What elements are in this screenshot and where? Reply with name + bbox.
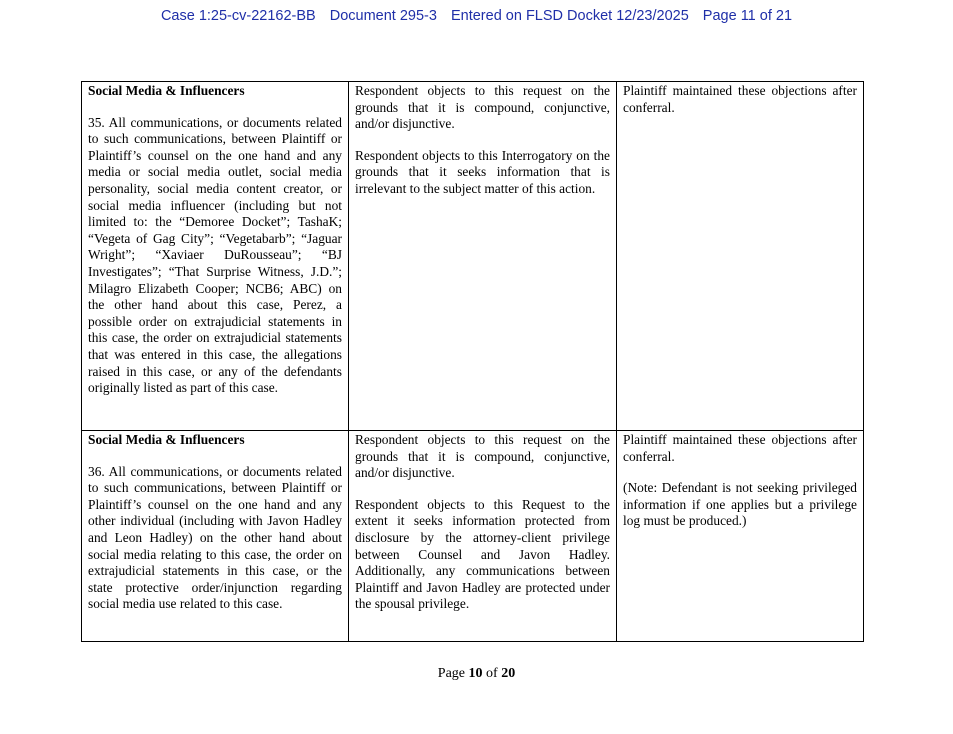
docket-entry: Entered on FLSD Docket 12/23/2025 [450,8,689,24]
response-paragraph: Respondent objects to this Interrogatory on the grounds that it seeks information that is irrelevant to the subject matter of this action. [355,147,610,196]
request-text: 35. All communications, or documents related to such communications, between Plaintiff or Plaintiff’s counsel on the one hand and any media or social media outlet, social media personality, social media content creator, or social media influencer (including but not limited to: the “Demoree Docket”; TashaK; “Vegeta of Gag City”; “Vegetabarb”; “Jaguar Wright”; “Xaviaer DuRousseau”; “BJ Investigates”; “That Surprise Witness, J.D.”; Milagro Elizabeth Cooper; NCB6; ABC) on the other hand about this case, Perez, a possible order on extrajudicial statements in this case, the order on extrajudicial statements that was entered in this case, the allegations raised in this case, or any of the defendants originally listed as part of this case. [88,114,342,396]
response-paragraph: Respondent objects to this Request to the extent it seeks information protected from disclosure by the attorney-client privilege between Counsel and Javon Hadley. Additionally, any communications between Plaintiff and Javon Hadley are protected under the spousal privilege. [355,496,610,612]
status-cell [617,82,864,431]
status-text: Plaintiff maintained these objections after conferral. [623,432,857,464]
table-row [82,82,864,431]
status-cell [617,431,864,642]
document-number: Document 295-3 [329,8,437,24]
request-cell [82,82,349,431]
request-cell [82,431,349,642]
docket-page-number: Page 11 of 21 [702,8,793,24]
response-paragraph: Respondent objects to this request on the grounds that it is compound, conjunctive, and/or disjunctive. [355,432,610,481]
table-row [82,431,864,642]
status-text: Plaintiff maintained these objections after conferral. [623,83,857,115]
response-paragraph: Respondent objects to this request on the grounds that it is compound, conjunctive, and/or disjunctive. [355,83,610,132]
footer-of-label: of [486,666,498,681]
request-text: 36. All communications, or documents related to such communications, between Plaintiff or Plaintiff’s counsel on the one hand and any other individual (including with Javon Hadley and Leon Hadley) on the other hand about social media relating to this case, the order on extrajudicial statements in this case, or the state protective order/injunction regarding social media use related to this case. [88,463,342,612]
response-cell [349,431,617,642]
docket-header [0,8,953,24]
case-number: Case 1:25-cv-22162-BB [160,8,316,24]
response-cell [349,82,617,431]
discovery-table [81,81,864,642]
footer-page-label: Page [437,666,466,681]
page-footer [0,666,953,682]
status-note: (Note: Defendant is not seeking privileged information if one applies but a privilege log must be produced.) [623,480,857,529]
request-heading: Social Media & Influencers [88,83,245,98]
request-heading: Social Media & Influencers [88,432,245,447]
footer-current-page: 10 [468,666,483,681]
footer-total-pages: 20 [501,666,516,681]
